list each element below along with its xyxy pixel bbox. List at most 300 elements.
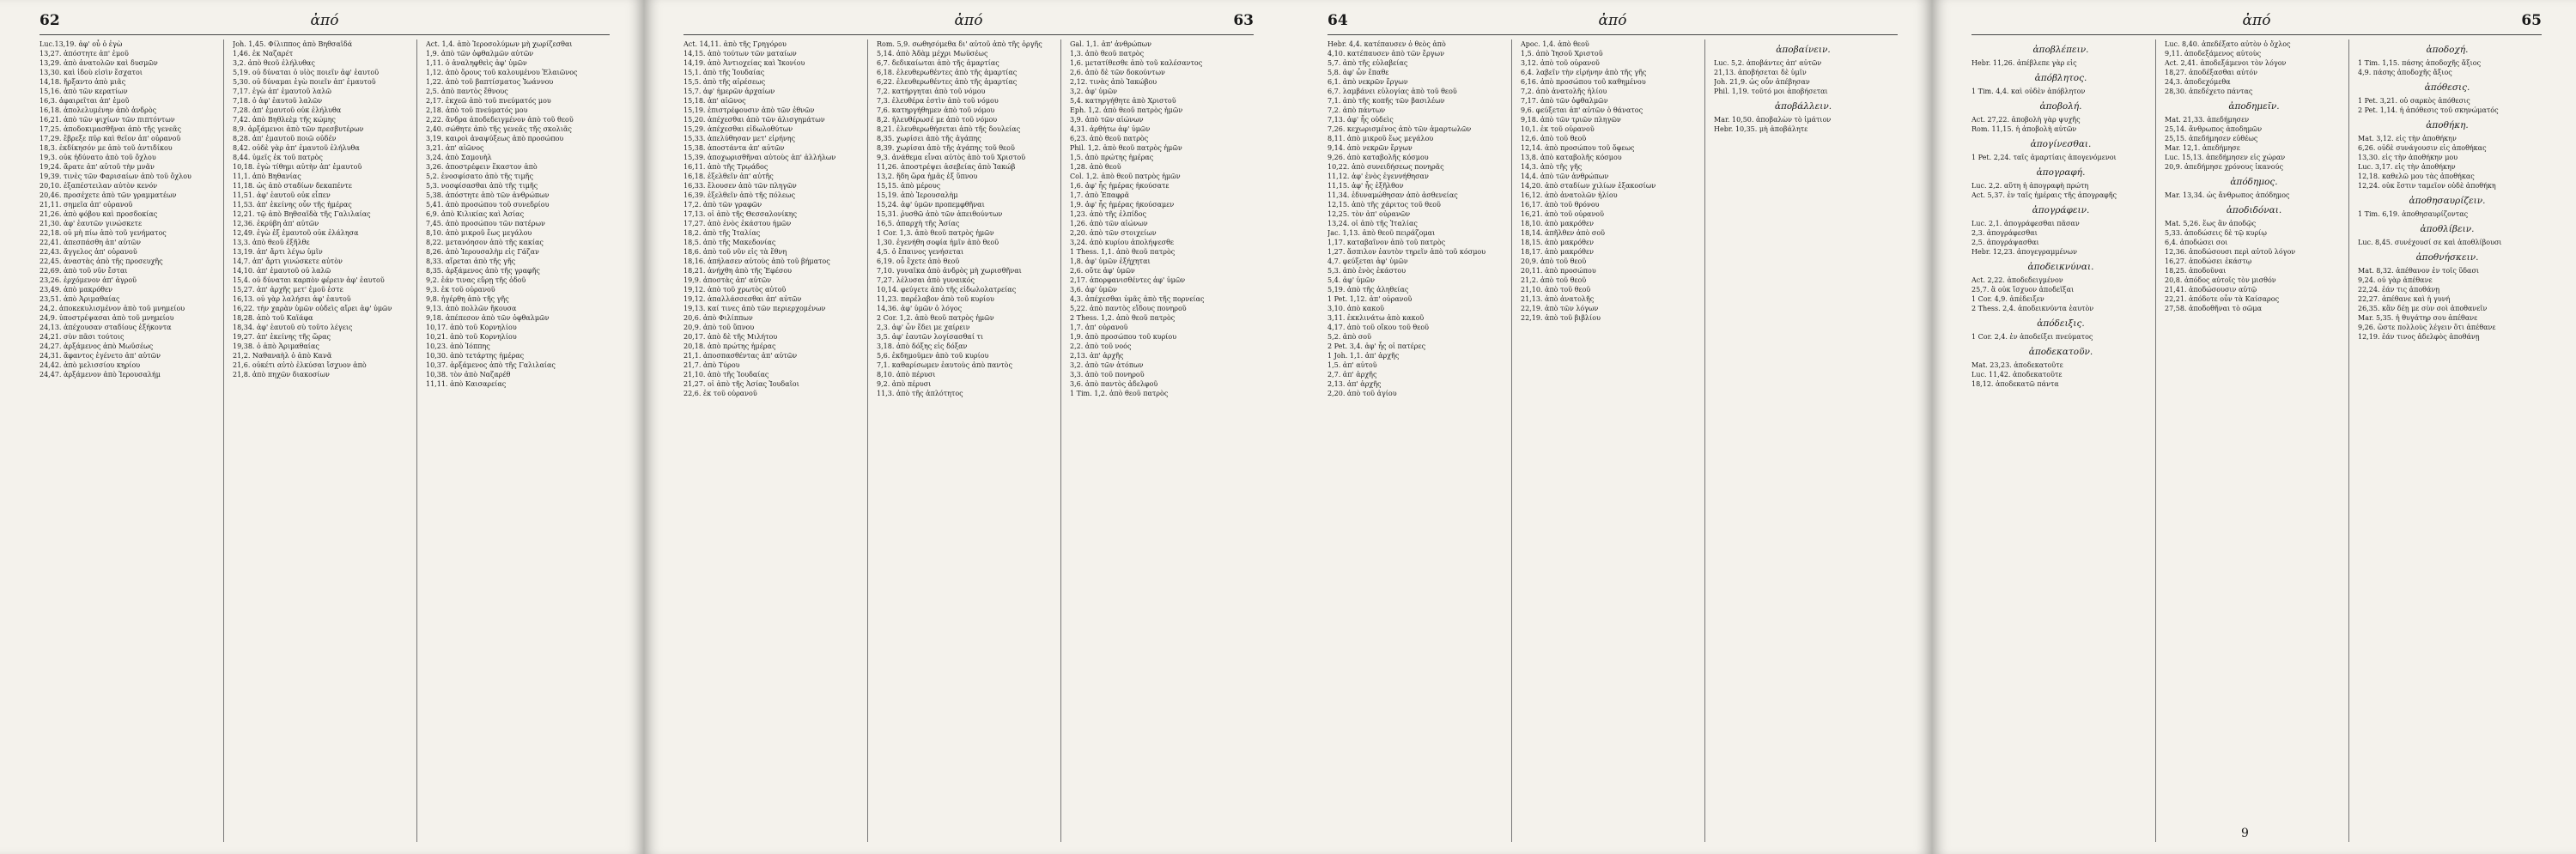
citation-line: 6,16. ἀπὸ προσώπου τοῦ καθημένου (1521, 78, 1646, 86)
citation-line: 26,35. κἂν δέῃ με σὺν σοὶ ἀποθανεῖν (2358, 305, 2488, 312)
citation-line: 4,17. ἀπὸ τοῦ οἴκου τοῦ θεοῦ (1327, 324, 1430, 331)
citation-line: Phil. 1,19. τοῦτό μοι ἀποβήσεται (1714, 88, 1828, 95)
citation-line: 1,6. μετατίθεσθε ἀπὸ τοῦ καλέσαντος (1070, 59, 1203, 67)
citation-line: 24,13. ἀπέχουσαν σταδίους ἑξήκοντα (39, 324, 172, 331)
citation-line: 1,23. ἀπὸ τῆς ἐλπίδος (1070, 210, 1147, 218)
citation-line: 9,2. ἀπὸ πέρυσι (877, 380, 932, 388)
citation-line: 24,27. ἀρξάμενος ἀπὸ Μωϋσέως (39, 342, 154, 350)
citation-line: 16,5. ἀπαρχὴ τῆς Ἀσίας (877, 220, 960, 227)
citation-line: Luc. 15,13. ἀπεδήμησεν εἰς χώραν (2165, 154, 2286, 161)
citation-line: 5,4. κατηργήθητε ἀπὸ Χριστοῦ (1070, 97, 1176, 105)
citation-line: 2 Thess. 1,2. ἀπὸ θεοῦ πατρὸς (1070, 314, 1176, 322)
citation-line: 24,3. ἀποδεχόμεθα (2165, 78, 2231, 86)
citation-line: 3,6. ἀπὸ παντὸς ἀδελφοῦ (1070, 380, 1158, 388)
citation-line: 16,17. ἀπὸ τοῦ θρόνου (1521, 201, 1600, 209)
page-header (39, 12, 610, 35)
citation-line: 8,39. χωρίσαι ἀπὸ τῆς ἀγάπης τοῦ θεοῦ (877, 144, 1015, 152)
running-head: ἀπό (1598, 12, 1627, 29)
citation-line: Mat. 5,26. ἕως ἂν ἀποδῷς (2165, 220, 2257, 227)
column-2 (877, 39, 1061, 842)
citation-line: Act. 14,11. ἀπὸ τῆς Γρηγόρου (683, 40, 787, 48)
citation-line: 9,18. ἀπέπεσον ἀπὸ τῶν ὀφθαλμῶν (426, 314, 550, 322)
citation-line: 15,38. ἀποστάντα ἀπ' αὐτῶν (683, 144, 785, 152)
citation-line: 13,19. ἀπ' ἄρτι λέγω ὑμῖν (233, 248, 323, 256)
citation-line: 11,15. ἀφ' ἧς ἐξῆλθον (1327, 182, 1404, 190)
entry-headword: ἀποβλέπειν. (2032, 45, 2089, 55)
entry-headword: ἀποδιδόναι. (2226, 205, 2282, 215)
citation-line: 15,24. ἀφ' ὑμῶν προπεμφθῆναι (877, 201, 985, 209)
citation-line: Luc. 8,40. ἀπεδέξατο αὐτὸν ὁ ὄχλος (2165, 40, 2291, 48)
citation-line: 15,7. ἀφ' ἡμερῶν ἀρχαίων (683, 88, 775, 95)
citation-line: Act. 5,37. ἐν ταῖς ἡμέραις τῆς ἀπογραφῆς (1971, 191, 2117, 199)
citation-line: 18,2. ἀπὸ τῆς Ἰταλίας (683, 229, 761, 237)
citation-line: 10,30. ἀπὸ τετάρτης ἡμέρας (426, 352, 525, 360)
citation-line: 10,1. ἐκ τοῦ οὐρανοῦ (1521, 125, 1595, 133)
citation-line: 6,1. ἀπὸ νεκρῶν ἔργων (1327, 78, 1408, 86)
citation-line: Mar. 5,35. ἡ θυγάτηρ σου ἀπέθανε (2358, 314, 2478, 322)
citation-line: Mat. 8,32. ἀπέθανον ἐν τοῖς ὕδασι (2358, 267, 2480, 275)
citation-line: 21,2. ἀπὸ τοῦ θεοῦ (1521, 276, 1587, 284)
citation-line: 3,19. καιροὶ ἀναψύξεως ἀπὸ προσώπου (426, 135, 564, 142)
citation-line: 13,2. ἤδη ὥρα ἡμᾶς ἐξ ὕπνου (877, 173, 978, 180)
citation-line: 17,13. οἱ ἀπὸ τῆς Θεσσαλονίκης (683, 210, 797, 218)
citation-line: 20,46. προσέχετε ἀπὸ τῶν γραμματέων (39, 191, 177, 199)
citation-line: Mar. 10,50. ἀποβαλὼν τὸ ἱμάτιον (1714, 116, 1832, 124)
citation-line: 16,18. ἐξελθεῖν ἀπ' αὐτῆς (683, 173, 774, 180)
citation-line: 8,35. χωρίσει ἀπὸ τῆς ἀγάπης (877, 135, 981, 142)
citation-line: 16,11. ἀπὸ τῆς Τρῳάδος (683, 163, 769, 171)
citation-line: 4,31. ἀρθήτω ἀφ' ὑμῶν (1070, 125, 1151, 133)
citation-line: 12,15. ἀπὸ τῆς χάριτος τοῦ θεοῦ (1327, 201, 1441, 209)
citation-line: 10,18. ἐγὼ τίθημι αὐτὴν ἀπ' ἐμαυτοῦ (233, 163, 362, 171)
citation-line: 13,29. ἀπὸ ἀνατολῶν καὶ δυσμῶν (39, 59, 158, 67)
citation-line: 5,2. ἀπὸ σοῦ (1327, 333, 1371, 341)
citation-line: 1,5. ἀπὸ πρώτης ἡμέρας (1070, 154, 1154, 161)
columns (1971, 39, 2542, 842)
citation-line: 6,4. λαβεῖν τὴν εἰρήνην ἀπὸ τῆς γῆς (1521, 69, 1647, 76)
citation-line: 6,19. οὗ ἔχετε ἀπὸ θεοῦ (877, 257, 960, 265)
citation-line: 2,3. ἀφ' ὧν ἔδει με χαίρειν (877, 324, 970, 331)
citation-line: Luc.13,19. ἀφ' οὗ ὁ ἐγὼ (39, 40, 123, 48)
citation-line: 21,41. ἀποδώσουσιν αὐτῷ (2165, 286, 2257, 294)
citation-line: 1,28. ἀπὸ θεοῦ (1070, 163, 1121, 171)
column-3 (2358, 39, 2542, 842)
citation-line: 7,45. ἀπὸ προσώπου τῶν πατέρων (426, 220, 545, 227)
citation-line: 19,12. ἀπὸ τοῦ χρωτὸς αὐτοῦ (683, 286, 787, 294)
citation-line: 2,12. τινὰς ἀπὸ Ἰακώβου (1070, 78, 1157, 86)
citation-line: 16,3. ἀφαιρεῖται ἀπ' ἐμοῦ (39, 97, 130, 105)
citation-line: 1,9. ἀπὸ προσώπου τοῦ κυρίου (1070, 333, 1177, 341)
citation-line: 12,21. τῷ ἀπὸ Βηθσαϊδὰ τῆς Γαλιλαίας (233, 210, 371, 218)
page-number: 62 (39, 12, 60, 29)
citation-line: 14,10. ἀπ' ἐμαυτοῦ οὐ λαλῶ (233, 267, 331, 275)
citation-line: Eph. 1,2. ἀπὸ θεοῦ πατρὸς ἡμῶν (1070, 106, 1183, 114)
citation-line: Luc. 8,45. συνέχουσί σε καὶ ἀποθλίβουσι (2358, 239, 2502, 246)
citation-line: 21,11. σημεῖα ἀπ' οὐρανοῦ (39, 201, 133, 209)
citation-line: 9,26. ὥστε πολλοὺς λέγειν ὅτι ἀπέθανε (2358, 324, 2496, 331)
citation-line: 2 Pet. 3,4. ἀφ' ἧς οἱ πατέρες (1327, 342, 1426, 350)
entry-headword: ἀπόδημος. (2230, 177, 2278, 187)
citation-line: 21,13. ἀπὸ ἀνατολῆς (1521, 295, 1595, 303)
citation-line: 11,12. ἀφ' ἑνὸς ἐγεννήθησαν (1327, 173, 1429, 180)
running-head: ἀπό (954, 12, 983, 29)
citation-line: 7,28. ἀπ' ἐμαυτοῦ οὐκ ἐλήλυθα (233, 106, 342, 114)
citation-line: 22,19. ἀπὸ τῶν λόγων (1521, 305, 1599, 312)
citation-line: 1,26. ἀπὸ τῶν αἰώνων (1070, 220, 1148, 227)
citation-line: 2,20. ἀπὸ τοῦ ἁγίου (1327, 390, 1397, 397)
citation-line: 9,6. φεύξεται ἀπ' αὐτῶν ὁ θάνατος (1521, 106, 1643, 114)
entry-headword: ἀποθησαυρίζειν. (2409, 196, 2486, 206)
citation-line: 7,3. ἐλευθέρα ἐστὶν ἀπὸ τοῦ νόμου (877, 97, 999, 105)
entry-headword: ἀπόθεσις. (2424, 82, 2470, 93)
citation-line: 24,9. ὑποστρέψασαι ἀπὸ τοῦ μνημείου (39, 314, 174, 322)
citation-line: 15,16. ἀπὸ τῶν κερατίων (39, 88, 128, 95)
columns (1327, 39, 1898, 842)
citation-line: Hebr. 11,26. ἀπέβλεπε γὰρ εἰς (1971, 59, 2077, 67)
page-64 (1288, 0, 1932, 854)
citation-line: 21,7. ἀπὸ Τύρου (683, 361, 740, 369)
citation-line: 4,10. κατέπαυσεν ἀπὸ τῶν ἔργων (1327, 50, 1444, 58)
citation-line: 7,42. ἀπὸ Βηθλεὲμ τῆς κώμης (233, 116, 336, 124)
citation-line: 18,28. ἀπὸ τοῦ Καϊάφα (233, 314, 313, 322)
citation-line: Luc. 5,2. ἀποβάντες ἀπ' αὐτῶν (1714, 59, 1822, 67)
citation-line: 3,5. ἀφ' ἑαυτῶν λογίσασθαί τι (877, 333, 984, 341)
citation-line: 9,26. ἀπὸ καταβολῆς κόσμου (1327, 154, 1429, 161)
citation-line: 21,10. ἀπὸ τῆς Ἰουδαίας (683, 371, 769, 379)
citation-line: 14,7. ἀπ' ἄρτι γινώσκετε αὐτὸν (233, 257, 343, 265)
citation-line: 10,23. ἀπὸ Ἰόππης (426, 342, 490, 350)
citation-line: 12,18. καθελῶ μου τὰς ἀποθήκας (2358, 173, 2475, 180)
citation-line: 12,36. ἀποδώσουσι περὶ αὐτοῦ λόγον (2165, 248, 2296, 256)
running-head: ἀπό (2242, 12, 2271, 29)
citation-line: 1 Pet. 1,12. ἀπ' οὐρανοῦ (1327, 295, 1413, 303)
citation-line: 8,22. μετανόησον ἀπὸ τῆς κακίας (426, 239, 544, 246)
citation-line: 22,69. ἀπὸ τοῦ νῦν ἔσται (39, 267, 128, 275)
citation-line: 19,12. ἀπαλλάσσεσθαι ἀπ' αὐτῶν (683, 295, 802, 303)
citation-line: 1,30. ἐγενήθη σοφία ἡμῖν ἀπὸ θεοῦ (877, 239, 999, 246)
columns (39, 39, 610, 842)
page-62 (0, 0, 644, 854)
citation-line: 5,6. ἐκδημοῦμεν ἀπὸ τοῦ κυρίου (877, 352, 989, 360)
citation-line: Joh. 21,9. ὡς οὖν ἀπέβησαν (1714, 78, 1810, 86)
citation-line: 2,17. ἐκχεῶ ἀπὸ τοῦ πνεύματός μου (426, 97, 551, 105)
citation-line: 12,49. ἐγὼ ἐξ ἐμαυτοῦ οὐκ ἐλάλησα (233, 229, 359, 237)
citation-line: 2 Cor. 1,2. ἀπὸ θεοῦ πατρὸς ἡμῶν (877, 314, 994, 322)
entry-headword: ἀπογίνεσθαι. (2030, 139, 2092, 149)
citation-line: 2,7. ἀπ' ἀρχῆς (1327, 371, 1377, 379)
citation-line: 2,6. ἀπὸ δὲ τῶν δοκούντων (1070, 69, 1165, 76)
citation-line: 9,24. οὐ γὰρ ἀπέθανε (2358, 276, 2433, 284)
citation-line: 16,21. ἀπὸ τῶν ψιχίων τῶν πιπτόντων (39, 116, 175, 124)
citation-line: 1,5. ἀπ' αὐτοῦ (1327, 361, 1377, 369)
page-number: 63 (1233, 12, 1254, 29)
entry-headword: ἀπόβλητος. (2034, 73, 2087, 83)
citation-line: 7,1. ἀπὸ τῆς κοπῆς τῶν βασιλέων (1327, 97, 1445, 105)
entry-headword: ἀποδημεῖν. (2228, 101, 2280, 112)
column-3 (1070, 39, 1254, 842)
citation-line: 5,2. ἐνοσφίσατο ἀπὸ τῆς τιμῆς (426, 173, 533, 180)
citation-line: 3,6. ἀφ' ὑμῶν (1070, 286, 1118, 294)
citation-line: 25,7. ἃ οὐκ ἴσχυον ἀποδεῖξαι (1971, 286, 2075, 294)
citation-line: 6,4. ἀποδώσει σοι (2165, 239, 2228, 246)
entry-headword: ἀποδεικνύναι. (2027, 262, 2094, 272)
citation-line: 15,27. ἀπ' ἀρχῆς μετ' ἐμοῦ ἐστε (233, 286, 343, 294)
signature-mark: 9 (2241, 827, 2249, 840)
citation-line: 12,25. τὸν ἀπ' οὐρανῶν (1327, 210, 1411, 218)
citation-line: 1 Pet. 3,21. οὐ σαρκὸς ἀπόθεσις (2358, 97, 2470, 105)
citation-line: 17,2. ἀπὸ τῶν γραφῶν (683, 201, 762, 209)
citation-line: 5,41. ἀπὸ προσώπου τοῦ συνεδρίου (426, 201, 550, 209)
entry-headword: ἀπόδειξις. (2037, 318, 2085, 329)
citation-line: 18,5. ἀπὸ τῆς Μακεδονίας (683, 239, 776, 246)
citation-line: 2,5. ἀπὸ παντὸς ἔθνους (426, 88, 508, 95)
citation-line: 1,27. ἄσπιλον ἑαυτὸν τηρεῖν ἀπὸ τοῦ κόσμου (1327, 248, 1486, 256)
citation-line: 8,11. ἀπὸ μικροῦ ἕως μεγάλου (1327, 135, 1434, 142)
citation-line: 16,12. ἀπὸ ἀνατολῶν ἡλίου (1521, 191, 1618, 199)
citation-line: 14,18. ἤρξαντο ἀπὸ μιᾶς (39, 78, 126, 86)
citation-line: 3,24. ἀπὸ Σαμουὴλ (426, 154, 492, 161)
citation-line: 4,9. πάσης ἀποδοχῆς ἄξιος (2358, 69, 2452, 76)
citation-line: 7,2. κατήργηται ἀπὸ τοῦ νόμου (877, 88, 986, 95)
citation-line: 7,1. καθαρίσωμεν ἑαυτοὺς ἀπὸ παντὸς (877, 361, 1012, 369)
citation-line: 3,9. ἀπὸ τῶν αἰώνων (1070, 116, 1144, 124)
citation-line: 12,24. οὐκ ἔστιν ταμεῖον οὐδὲ ἀποθήκη (2358, 182, 2496, 190)
citation-line: 19,9. ἀποστὰς ἀπ' αὐτῶν (683, 276, 772, 284)
citation-line: 16,33. ἔλουσεν ἀπὸ τῶν πληγῶν (683, 182, 797, 190)
citation-line: 8,35. ἀρξάμενος ἀπὸ τῆς γραφῆς (426, 267, 540, 275)
citation-line: 17,29. ἔβρεξε πῦρ καὶ θεῖον ἀπ' οὐρανοῦ (39, 135, 181, 142)
citation-line: 1,8. ἀφ' ὑμῶν ἐξήχηται (1070, 257, 1151, 265)
citation-line: 5,19. οὐ δύναται ὁ υἱὸς ποιεῖν ἀφ' ἑαυτοῦ (233, 69, 380, 76)
citation-line: 9,3. ἀνάθεμα εἶναι αὐτὸς ἀπὸ τοῦ Χριστοῦ (877, 154, 1026, 161)
citation-line: Apoc. 1,4. ἀπὸ θεοῦ (1521, 40, 1589, 48)
citation-line: 1,46. ἐκ Ναζαρέτ (233, 50, 294, 58)
citation-line: 5,19. ἀπὸ τῆς ἀληθείας (1327, 286, 1409, 294)
citation-line: 22,21. ἀπόδοτε οὖν τὰ Καίσαρος (2165, 295, 2280, 303)
citation-line: 1,5. ἀπὸ Ἰησοῦ Χριστοῦ (1521, 50, 1603, 58)
citation-line: 3,12. ἀπὸ τοῦ οὐρανοῦ (1521, 59, 1600, 67)
citation-line: 21,26. ἀπὸ φόβου καὶ προσδοκίας (39, 210, 158, 218)
citation-line: Hebr. 4,4. κατέπαυσεν ὁ θεὸς ἀπὸ (1327, 40, 1446, 48)
citation-line: Mar. 13,34. ὡς ἄνθρωπος ἀπόδημος (2165, 191, 2290, 199)
page-number: 65 (2521, 12, 2542, 29)
entry-headword: ἀποδοχή. (2426, 45, 2469, 55)
citation-line: 7,2. ἀπὸ ἀνατολῆς ἡλίου (1521, 88, 1607, 95)
citation-line: Mar. 12,1. ἀπεδήμησε (2165, 144, 2240, 152)
citation-line: 20,9. ἀπεδήμησε χρόνους ἱκανούς (2165, 163, 2283, 171)
citation-line: Luc. 2,2. αὕτη ἡ ἀπογραφὴ πρώτη (1971, 182, 2089, 190)
citation-line: 2,6. οὔτε ἀφ' ὑμῶν (1070, 267, 1135, 275)
citation-line: Mat. 21,33. ἀπεδήμησεν (2165, 116, 2250, 124)
column-2 (2165, 39, 2349, 842)
citation-line: 11,53. ἀπ' ἐκείνης οὖν τῆς ἡμέρας (233, 201, 352, 209)
citation-line: Hebr. 10,35. μὴ ἀποβάλητε (1714, 125, 1808, 133)
citation-line: 10,17. ἀπὸ τοῦ Κορνηλίου (426, 324, 517, 331)
citation-line: 1,6. ἀφ' ἧς ἡμέρας ἠκούσατε (1070, 182, 1170, 190)
page-63 (644, 0, 1288, 854)
citation-line: 15,19. ἐπιστρέφουσιν ἀπὸ τῶν ἐθνῶν (683, 106, 815, 114)
entry-headword: ἀποθήκη. (2426, 120, 2469, 130)
citation-line: 19,13. καί τινες ἀπὸ τῶν περιερχομένων (683, 305, 826, 312)
citation-line: 21,30. ἀφ' ἑαυτῶν γινώσκετε (39, 220, 143, 227)
citation-line: 18,10. ἀπὸ μακρόθεν (1521, 220, 1594, 227)
page-number: 64 (1327, 12, 1348, 29)
citation-line: 1,9. ἀπὸ τῶν ὀφθαλμῶν αὐτῶν (426, 50, 534, 58)
entry-headword: ἀποθνήσκειν. (2415, 252, 2479, 263)
citation-line: 17,27. ἀπὸ ἑνὸς ἑκάστου ἡμῶν (683, 220, 792, 227)
citation-line: 9,13. ἀπὸ πολλῶν ἤκουσα (426, 305, 517, 312)
citation-line: 16,39. ἐξελθεῖν ἀπὸ τῆς πόλεως (683, 191, 795, 199)
entry-headword: ἀποθλίβειν. (2420, 224, 2475, 234)
citation-line: 13,27. ἀπόστητε ἀπ' ἐμοῦ (39, 50, 129, 58)
citation-line: 20,17. ἀπὸ δὲ τῆς Μιλήτου (683, 333, 778, 341)
citation-line: 19,24. ἄρατε ἀπ' αὐτοῦ τὴν μνᾶν (39, 163, 155, 171)
citation-line: 24,31. ἄφαντος ἐγένετο ἀπ' αὐτῶν (39, 352, 161, 360)
citation-line: 14,19. ἀπὸ Ἀντιοχείας καὶ Ἰκονίου (683, 59, 805, 67)
citation-line: 2,5. ἀπογράψασθαι (1971, 239, 2039, 246)
citation-line: 21,13. ἀποβήσεται δὲ ὑμῖν (1714, 69, 1807, 76)
citation-line: 8,33. αἴρεται ἀπὸ τῆς γῆς (426, 257, 516, 265)
citation-line: 7,17. ἐγὼ ἀπ' ἐμαυτοῦ λαλῶ (233, 88, 331, 95)
citation-line: 9,11. ἀποδεξάμενος αὐτοὺς (2165, 50, 2262, 58)
citation-line: 10,14. φεύγετε ἀπὸ τῆς εἰδωλολατρείας (877, 286, 1017, 294)
page-header (683, 12, 1254, 35)
citation-line: 7,10. γυναῖκα ἀπὸ ἀνδρὸς μὴ χωρισθῆναι (877, 267, 1022, 275)
citation-line: 9,2. ἐάν τινας εὕρῃ τῆς ὁδοῦ (426, 276, 526, 284)
citation-line: Act. 2,22. ἀποδεδειγμένον (1971, 276, 2063, 284)
citation-line: 22,6. ἐκ τοῦ οὐρανοῦ (683, 390, 757, 397)
citation-line: 6,9. ἀπὸ Κιλικίας καὶ Ἀσίας (426, 210, 525, 218)
citation-line: 15,1. ἀπὸ τῆς Ἰουδαίας (683, 69, 765, 76)
citation-line: 2 Thess. 2,4. ἀποδεικνύντα ἑαυτὸν (1971, 305, 2094, 312)
citation-line: 16,21. ἀπὸ τοῦ οὐρανοῦ (1521, 210, 1604, 218)
citation-line: 6,7. λαμβάνει εὐλογίας ἀπὸ τοῦ θεοῦ (1327, 88, 1457, 95)
citation-line: 15,18. ἀπ' αἰῶνος (683, 97, 746, 105)
citation-line: 1 Pet. 2,24. ταῖς ἁμαρτίαις ἀπογενόμενοι (1971, 154, 2117, 161)
citation-line: Luc. 3,17. εἰς τὴν ἀποθήκην (2358, 163, 2456, 171)
citation-line: 1 Cor. 2,4. ἐν ἀποδείξει πνεύματος (1971, 333, 2093, 341)
citation-line: 4,7. φεύξεται ἀφ' ὑμῶν (1327, 257, 1408, 265)
citation-line: 2,18. ἀπὸ τοῦ πνεύματός μου (426, 106, 528, 114)
citation-line: 8,10. ἀπὸ μικροῦ ἕως μεγάλου (426, 229, 532, 237)
citation-line: 3,2. ἀφ' ὑμῶν (1070, 88, 1118, 95)
citation-line: 1 Joh. 1,1. ἀπ' ἀρχῆς (1327, 352, 1400, 360)
citation-line: 13,24. οἱ ἀπὸ τῆς Ἰταλίας (1327, 220, 1418, 227)
entry-headword: ἀπογράφειν. (2032, 205, 2090, 215)
citation-line: 9,8. ἠγέρθη ἀπὸ τῆς γῆς (426, 295, 509, 303)
citation-line: 20,10. ἐξαπέστειλαν αὐτὸν κενόν (39, 182, 158, 190)
citation-line: 11,3. ἀπὸ τῆς ἁπλότητος (877, 390, 963, 397)
citation-line: 3,3. ἀπὸ τοῦ πονηροῦ (1070, 371, 1145, 379)
citation-line: 9,14. ἀπὸ νεκρῶν ἔργων (1327, 144, 1413, 152)
citation-line: 22,18. οὐ μὴ πίω ἀπὸ τοῦ γενήματος (39, 229, 167, 237)
citation-line: 3,24. ἀπὸ κυρίου ἀπολήψεσθε (1070, 239, 1175, 246)
citation-line: 6,26. οὐδὲ συνάγουσιν εἰς ἀποθήκας (2358, 144, 2487, 152)
citation-line: 18,12. ἀποδεκατῶ πάντα (1971, 380, 2059, 388)
column-1 (1971, 39, 2156, 842)
citation-line: 20,18. ἀπὸ πρώτης ἡμέρας (683, 342, 776, 350)
citation-line: 6,23. ἀπὸ θεοῦ πατρὸς (1070, 135, 1149, 142)
citation-line: 6,7. δεδικαίωται ἀπὸ τῆς ἁμαρτίας (877, 59, 999, 67)
citation-line: 2,17. ἀπορφανισθέντες ἀφ' ὑμῶν (1070, 276, 1186, 284)
citation-line: 7,2. ἀπὸ πάντων (1327, 106, 1386, 114)
citation-line: 13,30. καὶ ἰδοὺ εἰσὶν ἔσχατοι (39, 69, 143, 76)
citation-line: 1,9. ἀφ' ἧς ἡμέρας ἠκούσαμεν (1070, 201, 1175, 209)
citation-line: 15,33. ἀπελύθησαν μετ' εἰρήνης (683, 135, 796, 142)
citation-line: 15,31. ῥυσθῶ ἀπὸ τῶν ἀπειθούντων (877, 210, 1003, 218)
entry-headword: ἀποδεκατοῦν. (2028, 347, 2093, 357)
citation-line: 8,28. ἀπ' ἐμαυτοῦ ποιῶ οὐδέν (233, 135, 337, 142)
citation-line: 13,30. εἰς τὴν ἀποθήκην μου (2358, 154, 2458, 161)
citation-line: 1 Thess. 1,1. ἀπὸ θεοῦ πατρὸς (1070, 248, 1176, 256)
citation-line: 22,24. ἐάν τις ἀποθάνῃ (2358, 286, 2440, 294)
citation-line: 22,43. ἄγγελος ἀπ' οὐρανοῦ (39, 248, 137, 256)
citation-line: 9,3. ἐκ τοῦ οὐρανοῦ (426, 286, 495, 294)
citation-line: 3,26. ἀποστρέφειν ἕκαστον ἀπὸ (426, 163, 538, 171)
citation-line: Luc. 2,1. ἀπογράφεσθαι πᾶσαν (1971, 220, 2080, 227)
citation-line: 5,3. ἀπὸ ἑνὸς ἑκάστου (1327, 267, 1406, 275)
page-header (1327, 12, 1898, 35)
citation-line: 15,39. ἀποχωρισθῆναι αὐτοὺς ἀπ' ἀλλήλων (683, 154, 836, 161)
citation-line: 10,38. τὸν ἀπὸ Ναζαρέθ (426, 371, 511, 379)
running-head: ἀπό (310, 12, 339, 29)
citation-line: 15,29. ἀπέχεσθαι εἰδωλοθύτων (683, 125, 793, 133)
citation-line: 5,30. οὐ δύναμαι ἐγὼ ποιεῖν ἀπ' ἐμαυτοῦ (233, 78, 376, 86)
citation-line: 7,18. ὁ ἀφ' ἑαυτοῦ λαλῶν (233, 97, 323, 105)
citation-line: 24,2. ἀποκεκυλισμένον ἀπὸ τοῦ μνημείου (39, 305, 185, 312)
citation-line: 20,9. ἀπὸ τοῦ ὕπνου (683, 324, 755, 331)
citation-line: 18,27. ἀποδέξασθαι αὐτόν (2165, 69, 2257, 76)
citation-line: 16,22. τὴν χαρὰν ὑμῶν οὐδεὶς αἴρει ἀφ' ὑμῶν (233, 305, 392, 312)
citation-line: 19,3. οὐκ ἠδύνατο ἀπὸ τοῦ ὄχλου (39, 154, 156, 161)
citation-line: 18,14. ἀπῆλθεν ἀπὸ σοῦ (1521, 229, 1606, 237)
citation-line: 5,22. ἀπὸ παντὸς εἴδους πονηροῦ (1070, 305, 1187, 312)
columns (683, 39, 1254, 842)
citation-line: 1 Tim. 6,19. ἀποθησαυρίζοντας (2358, 210, 2469, 218)
citation-line: 8,21. ἐλευθερωθήσεται ἀπὸ τῆς δουλείας (877, 125, 1021, 133)
citation-line: 15,4. οὐ δύναται καρπὸν φέρειν ἀφ' ἑαυτοῦ (233, 276, 385, 284)
citation-line: Mat. 3,12. εἰς τὴν ἀποθήκην (2358, 135, 2457, 142)
citation-line: 1 Tim. 1,15. πάσης ἀποδοχῆς ἄξιος (2358, 59, 2482, 67)
citation-line: 12,14. ἀπὸ προσώπου τοῦ ὄφεως (1521, 144, 1635, 152)
citation-line: 21,6. οὐκέτι αὐτὸ ἑλκύσαι ἴσχυον ἀπὸ (233, 361, 367, 369)
right-spread (1288, 0, 2576, 854)
citation-line: 25,15. ἀπεδήμησεν εὐθέως (2165, 135, 2258, 142)
citation-line: 12,6. ἀπὸ τοῦ θεοῦ (1521, 135, 1587, 142)
citation-line: 1,3. ἀπὸ θεοῦ πατρὸς (1070, 50, 1145, 58)
citation-line: 2,3. ἀπογράφεσθαι (1971, 229, 2038, 237)
citation-line: 12,19. ἐάν τινος ἀδελφὸς ἀποθάνῃ (2358, 333, 2480, 341)
citation-line: 15,15. ἀπὸ μέρους (877, 182, 941, 190)
citation-line: Mat. 23,23. ἀποδεκατοῦτε (1971, 361, 2063, 369)
citation-line: 8,44. ὑμεῖς ἐκ τοῦ πατρὸς (233, 154, 323, 161)
citation-line: 3,18. ἀπὸ δόξης εἰς δόξαν (877, 342, 968, 350)
citation-line: 1,17. καταβαῖνον ἀπὸ τοῦ πατρὸς (1327, 239, 1446, 246)
citation-line: 5,3. νοσφίσασθαι ἀπὸ τῆς τιμῆς (426, 182, 538, 190)
citation-line: 1 Cor. 4,9. ἀπέδειξεν (1971, 295, 2044, 303)
citation-line: Luc. 11,42. ἀποδεκατοῦτε (1971, 371, 2063, 379)
citation-line: Phil. 1,2. ἀπὸ θεοῦ πατρὸς ἡμῶν (1070, 144, 1182, 152)
citation-line: 10,22. ἀπὸ συνειδήσεως πονηρᾶς (1327, 163, 1444, 171)
citation-line: Jac. 1,13. ἀπὸ θεοῦ πειράζομαι (1327, 229, 1436, 237)
citation-line: 21,8. ἀπὸ πηχῶν διακοσίων (233, 371, 330, 379)
citation-line: 11,23. παρέλαβον ἀπὸ τοῦ κυρίου (877, 295, 994, 303)
citation-line: 21,27. οἱ ἀπὸ τῆς Ἀσίας Ἰουδαῖοι (683, 380, 799, 388)
citation-line: 2,22. ἄνδρα ἀποδεδειγμένον ἀπὸ τοῦ θεοῦ (426, 116, 574, 124)
page-header (1971, 12, 2542, 35)
citation-line: 15,5. ἀπὸ τῆς αἱρέσεως (683, 78, 766, 86)
column-3 (1714, 39, 1898, 842)
